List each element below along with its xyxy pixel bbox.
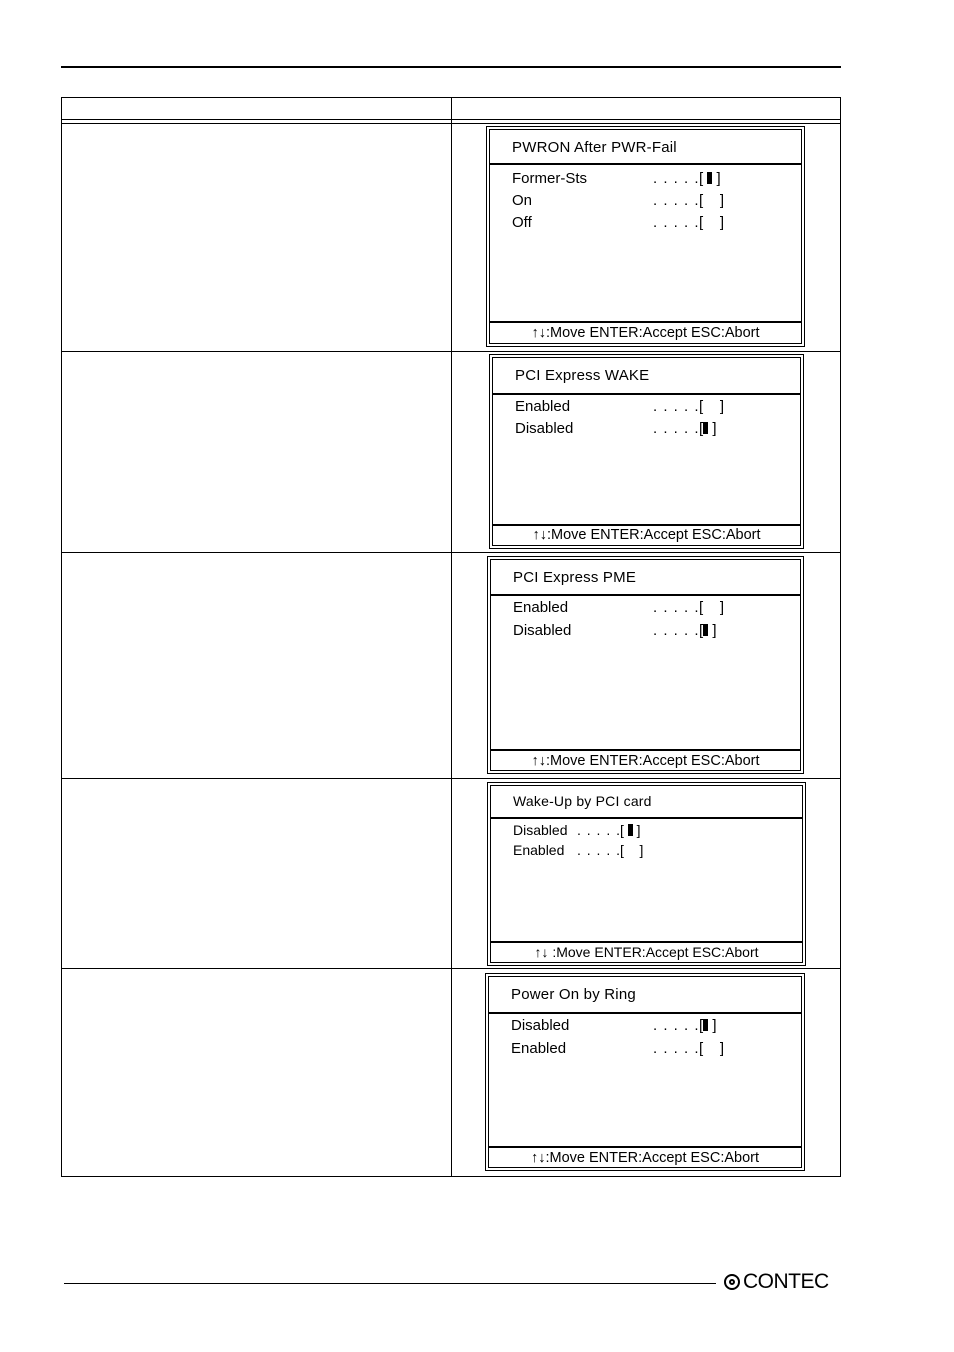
bios-screen-wake-up-by-pci-card [487,782,806,966]
contec-logo [724,1270,829,1294]
title-separator [493,393,800,395]
row-divider [62,968,840,969]
option-enabled[interactable]: Enabled [511,1040,567,1057]
screen-title: Wake-Up by PCI card [513,793,652,809]
bios-screen-power-on-by-ring [485,973,805,1171]
option-disabled[interactable]: Disabled [513,622,572,639]
option-checkbox[interactable]: [ ] [699,214,725,231]
option-dots: . . . . . [577,822,622,838]
option-dots: . . . . . [653,1017,700,1034]
option-on[interactable]: On [512,192,533,209]
option-checkbox[interactable]: [ ] [620,842,644,858]
selected-mark [703,422,708,434]
screen-footer: ↑↓:Move ENTER:Accept ESC:Abort [531,753,760,769]
option-dots: . . . . . [653,1040,700,1057]
option-dots: . . . . . [653,622,700,639]
option-dots: . . . . . [653,420,700,437]
option-former-sts[interactable]: Former-Sts [512,170,587,187]
screen-title: PCI Express PME [513,569,637,586]
contec-logo-text: CONTEC [743,1270,829,1293]
row-divider [62,778,840,779]
footer-separator [491,941,802,943]
option-checkbox[interactable]: [ ] [699,599,725,616]
title-separator [489,1012,801,1014]
footer-separator [489,1146,801,1148]
footer-separator [491,749,800,751]
option-checkbox[interactable]: [ ] [699,170,721,187]
footer-separator [493,524,800,526]
option-dots: . . . . . [653,599,700,616]
row-divider [62,552,840,553]
screen-title: PCI Express WAKE [515,367,650,384]
screen-title: PWRON After PWR-Fail [512,139,677,156]
option-dots: . . . . . [577,842,622,858]
option-dots: . . . . . [653,170,700,187]
bios-screen-pwron-after-pwr-fail [486,126,805,347]
footer-rule [64,1283,716,1284]
option-enabled[interactable]: Enabled [513,842,565,858]
option-checkbox[interactable]: [ ] [699,1040,725,1057]
screen-title: Power On by Ring [511,986,636,1003]
option-checkbox[interactable]: [ ] [620,822,641,838]
option-disabled[interactable]: Disabled [511,1017,570,1034]
option-dots: . . . . . [653,192,700,209]
option-checkbox[interactable]: [ ] [699,398,725,415]
option-checkbox[interactable]: [ ] [699,622,717,639]
option-dots: . . . . . [653,214,700,231]
bios-screen-pci-express-pme [487,556,804,774]
option-disabled[interactable]: Disabled [513,822,568,838]
selected-mark [703,1019,708,1031]
option-off[interactable]: Off [512,214,532,231]
selected-mark [707,172,712,184]
option-dots: . . . . . [653,398,700,415]
row-divider [62,351,840,352]
title-separator [491,817,802,819]
column-divider [451,98,452,1176]
option-enabled[interactable]: Enabled [513,599,569,616]
option-enabled[interactable]: Enabled [515,398,571,415]
footer-separator [490,321,801,323]
option-disabled[interactable]: Disabled [515,420,574,437]
screen-footer: ↑↓ :Move ENTER:Accept ESC:Abort [534,944,759,960]
screen-footer: ↑↓:Move ENTER:Accept ESC:Abort [532,527,761,543]
contec-logo-icon [724,1274,740,1290]
option-checkbox[interactable]: [ ] [699,192,725,209]
option-checkbox[interactable]: [ ] [699,1017,717,1034]
selected-mark [703,624,708,636]
title-separator [490,163,801,165]
bios-screen-pci-express-wake [489,354,804,549]
header-row-divider [62,119,840,124]
option-checkbox[interactable]: [ ] [699,420,717,437]
screen-footer: ↑↓:Move ENTER:Accept ESC:Abort [530,1150,760,1166]
title-separator [491,594,800,596]
selected-mark [628,824,633,836]
screen-footer: ↑↓:Move ENTER:Accept ESC:Abort [531,325,760,341]
header-rule [61,66,841,68]
